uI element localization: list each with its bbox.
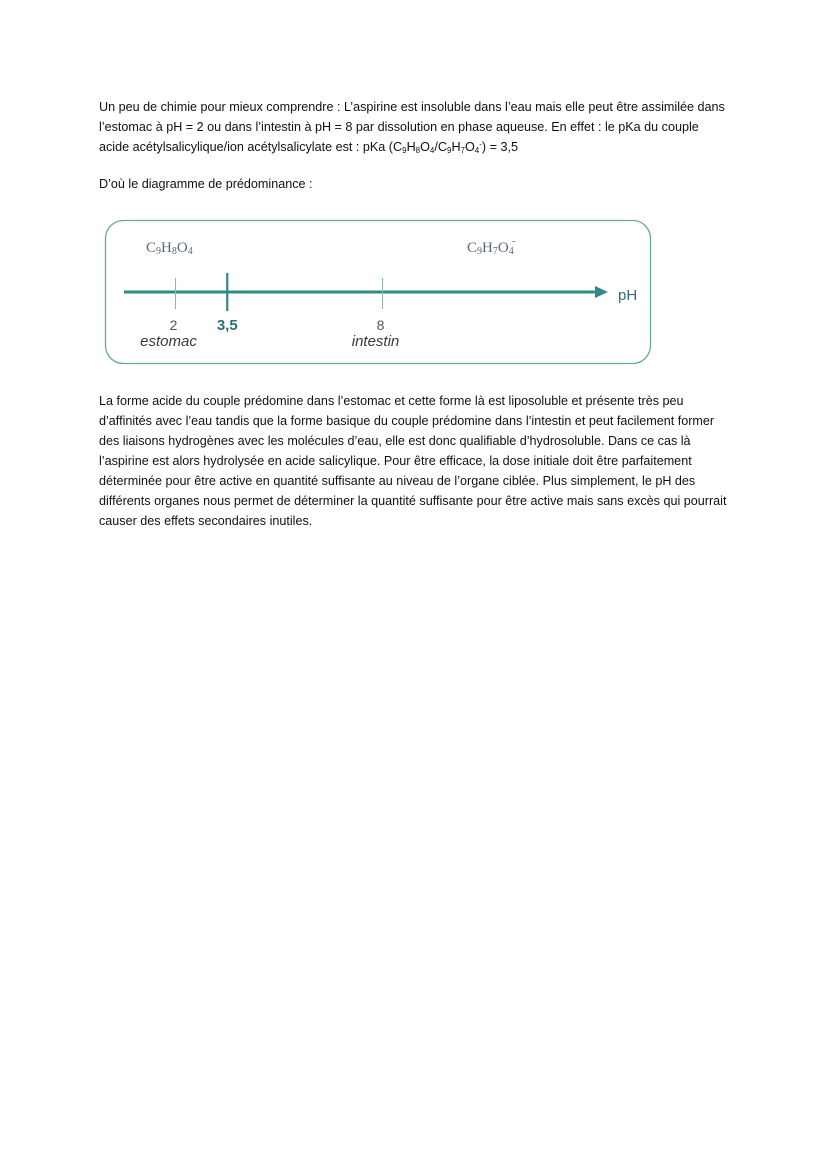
organ-label-intestin: intestin (351, 333, 400, 350)
intro-paragraph (99, 97, 731, 157)
tick-label-2: 2 (169, 317, 178, 333)
tick-label-3,5: 3,5 (216, 317, 238, 334)
ph-axis-arrow (595, 286, 608, 298)
predominance-diagram (104, 219, 652, 365)
base-charge: - (479, 140, 482, 149)
acid-species-label: C9H8O4 (146, 240, 193, 257)
acid-formula: $C_9H_8O_4$ (393, 140, 435, 155)
intro-text: Un peu de chimie pour mieux comprendre : L’aspirine est insoluble dans l’eau mais elle peut être assimilée dans l’estomac à pH = 2 ou dans l’intestin à pH = 8 par dissolution en phase aqueuse. En effet : le pKa du couple acide acétylsalicylique/ion acétylsalicylate est : pKa ( (99, 100, 725, 154)
explanation-paragraph: La forme acide du couple prédomine dans l’estomac et cette forme là est liposoluble et présente très peu d’affinités avec l’eau tandis que la forme basique du couple prédomine dans l’intestin et peut facilement former des liaisons hydrogènes avec les molécules d’eau, elle est donc qualifiable d’hydrosoluble. Dans ce cas là l’aspirine est alors hydrolysée en acide salicylique. Pour être efficace, la dose initiale doit être parfaitement déterminée pour être active en quantité suffisante au niveau de l’organe ciblée. Plus simplement, le pH des différents organes nous permet de déterminer la quantité suffisante pour être active mais sans excès qui pourrait causer des effets secondaires inutiles. (99, 394, 727, 528)
base-species-label: C9H7O4 (467, 240, 514, 257)
ph-axis-label: pH (618, 287, 638, 304)
organ-label-estomac: estomac (140, 333, 197, 350)
pka-value-text: ) = 3,5 (481, 140, 518, 154)
diagram-intro: D’où le diagramme de prédominance : (99, 177, 313, 191)
base-species-charge: - (512, 236, 516, 247)
base-formula: $C_9H_7O_4^-$ (437, 140, 482, 155)
tick-label-8: 8 (376, 317, 385, 333)
formula-separator: / (434, 140, 438, 154)
